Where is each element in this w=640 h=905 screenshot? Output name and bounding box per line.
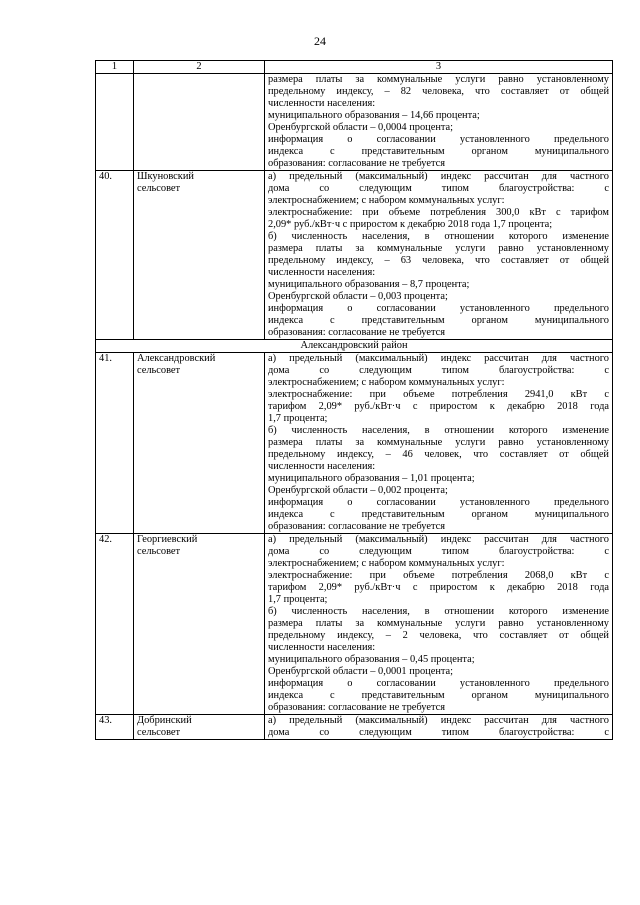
description-line: электроснабжением; с набором коммунальных услуг: [268, 558, 505, 569]
municipality-name [134, 74, 265, 171]
description-line: численности населения: [268, 461, 376, 472]
description-line: электроснабжение: при объеме потребления 2068,0 кВт с [268, 570, 609, 581]
table-body [96, 61, 613, 740]
description-line: предельному индексу, – 82 человека, что составляет от общей [268, 86, 609, 97]
row-number: 40. [96, 171, 134, 340]
description-line: индекса с представительным органом муниципального [268, 146, 609, 157]
municipality-name-line: Георгиевский [137, 534, 198, 545]
row-number: 43. [96, 715, 134, 740]
description-line: образования: согласование не требуется [268, 702, 446, 713]
municipality-name-line: сельсовет [137, 546, 181, 557]
district-title: Александровский район [96, 340, 613, 353]
description-line: размера платы за коммунальные услуги равно установленному [268, 243, 609, 254]
description-line: а) предельный (максимальный) индекс рассчитан для частного [268, 715, 609, 726]
description-line: образования: согласование не требуется [268, 158, 446, 169]
description-line: информация о согласовании установленного предельного [268, 678, 609, 689]
table-row [96, 353, 613, 534]
description-line: Оренбургской области – 0,0004 процента; [268, 122, 454, 133]
description-line: численности населения: [268, 98, 376, 109]
description-line: информация о согласовании установленного предельного [268, 497, 609, 508]
description-line: дома со следующим типом благоустройства: с [268, 727, 609, 738]
description-line: муниципального образования – 1,01 процента; [268, 473, 475, 484]
municipality-name-line: сельсовет [137, 365, 181, 376]
description-line: а) предельный (максимальный) индекс рассчитан для частного [268, 534, 609, 545]
description-line: Оренбургской области – 0,0001 процента; [268, 666, 454, 677]
description-line: размера платы за коммунальные услуги равно установленному [268, 437, 609, 448]
municipality-name-line: сельсовет [137, 727, 181, 738]
column-header-1: 1 [96, 61, 134, 74]
column-header-2: 2 [134, 61, 265, 74]
municipality-name-line: сельсовет [137, 183, 181, 194]
description-line: электроснабжение: при объеме потребления 2941,0 кВт с [268, 389, 609, 400]
description-line: электроснабжением; с набором коммунальных услуг: [268, 195, 505, 206]
municipality-name [134, 534, 265, 715]
municipality-name-line: Добринский [137, 715, 192, 726]
description-line: электроснабжением; с набором коммунальных услуг: [268, 377, 505, 388]
index-description [265, 74, 613, 171]
description-line: Оренбургской области – 0,002 процента; [268, 485, 448, 496]
description-line: тарифом 2,09* руб./кВт·ч с приростом к декабрю 2018 года [268, 582, 609, 593]
municipality-name [134, 353, 265, 534]
description-line: дома со следующим типом благоустройства: с [268, 546, 609, 557]
row-number: 42. [96, 534, 134, 715]
description-line: индекса с представительным органом муниципального [268, 690, 609, 701]
description-line: муниципального образования – 8,7 процента; [268, 279, 470, 290]
index-description [265, 353, 613, 534]
description-line: муниципального образования – 14,66 процента; [268, 110, 480, 121]
page-number: 24 [314, 34, 326, 48]
row-number [96, 74, 134, 171]
row-number: 41. [96, 353, 134, 534]
index-description [265, 171, 613, 340]
description-line: 2,09* руб./кВт·ч с приростом к декабрю 2018 года 1,7 процента; [268, 219, 553, 230]
description-line: предельному индексу, – 46 человек, что составляет от общей [268, 449, 609, 460]
municipality-name-line: Шкуновский [137, 171, 194, 182]
description-line: б) численность населения, в отношении которого изменение [268, 425, 609, 436]
table-row [96, 715, 613, 740]
description-line: предельному индексу, – 63 человека, что составляет от общей [268, 255, 609, 266]
municipality-name-line: Александровский [137, 353, 216, 364]
description-line: численности населения: [268, 642, 376, 653]
description-line: информация о согласовании установленного предельного [268, 134, 609, 145]
description-line: 1,7 процента; [268, 594, 328, 605]
table-row [96, 171, 613, 340]
description-line: 1,7 процента; [268, 413, 328, 424]
district-header-row [96, 340, 613, 353]
description-line: размера платы за коммунальные услуги равно установленному [268, 618, 609, 629]
municipality-name [134, 715, 265, 740]
description-line: дома со следующим типом благоустройства: с [268, 365, 609, 376]
description-line: размера платы за коммунальные услуги равно установленному [268, 74, 609, 85]
description-line: б) численность населения, в отношении которого изменение [268, 606, 609, 617]
description-line: индекса с представительным органом муниципального [268, 509, 609, 520]
description-line: образования: согласование не требуется [268, 521, 446, 532]
description-line: а) предельный (максимальный) индекс рассчитан для частного [268, 171, 609, 182]
description-line: информация о согласовании установленного предельного [268, 303, 609, 314]
table-row [96, 74, 613, 171]
description-line: образования: согласование не требуется [268, 327, 446, 338]
index-description [265, 715, 613, 740]
description-line: численности населения: [268, 267, 376, 278]
description-line: электроснабжение: при объеме потребления 300,0 кВт с тарифом [268, 207, 609, 218]
description-line: б) численность населения, в отношении которого изменение [268, 231, 609, 242]
table-row [96, 534, 613, 715]
description-line: индекса с представительным органом муниципального [268, 315, 609, 326]
index-description [265, 534, 613, 715]
description-line: тарифом 2,09* руб./кВт·ч с приростом к декабрю 2018 года [268, 401, 609, 412]
column-header-3: 3 [265, 61, 613, 74]
description-line: дома со следующим типом благоустройства: с [268, 183, 609, 194]
municipality-name [134, 171, 265, 340]
description-line: Оренбургской области – 0,003 процента; [268, 291, 448, 302]
description-line: предельному индексу, – 2 человека, что составляет от общей [268, 630, 609, 641]
description-line: муниципального образования – 0,45 процента; [268, 654, 475, 665]
tariff-index-table [95, 60, 613, 740]
column-number-header-row [96, 61, 613, 74]
description-line: а) предельный (максимальный) индекс рассчитан для частного [268, 353, 609, 364]
